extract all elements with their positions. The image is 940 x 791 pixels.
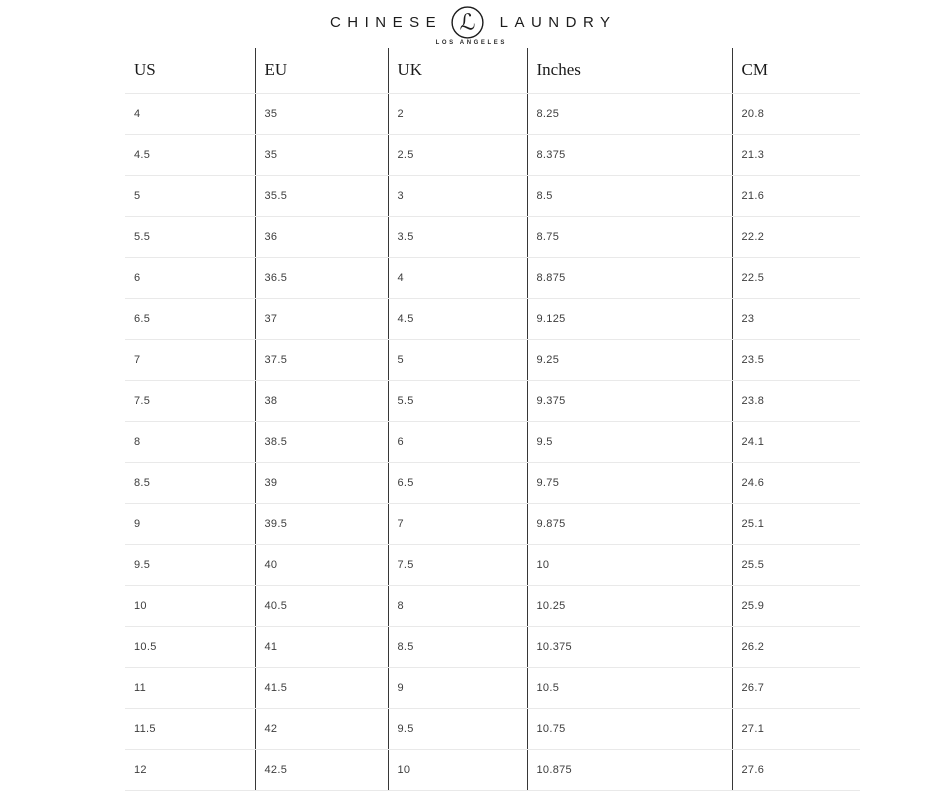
table-cell: 6.5	[388, 462, 527, 503]
table-cell: 42.5	[255, 749, 388, 790]
table-cell: 23	[732, 298, 860, 339]
table-cell: 21.6	[732, 175, 860, 216]
table-cell: 23.5	[732, 339, 860, 380]
table-cell: 8.75	[527, 216, 732, 257]
table-cell: 35	[255, 134, 388, 175]
table-cell: 5.5	[388, 380, 527, 421]
table-row	[125, 503, 860, 544]
table-row	[125, 93, 860, 134]
column-header-us: US	[125, 48, 255, 93]
table-row	[125, 134, 860, 175]
table-cell: 8.875	[527, 257, 732, 298]
table-cell: 3	[388, 175, 527, 216]
table-cell: 40	[255, 544, 388, 585]
table-cell: 9.875	[527, 503, 732, 544]
table-cell: 20.8	[732, 93, 860, 134]
table-cell: 23.8	[732, 380, 860, 421]
table-cell: 7	[125, 339, 255, 380]
table-cell: 8	[388, 585, 527, 626]
table-cell: 10	[388, 749, 527, 790]
table-cell: 3.5	[388, 216, 527, 257]
table-row	[125, 708, 860, 749]
table-cell: 10.25	[527, 585, 732, 626]
table-cell: 35	[255, 93, 388, 134]
table-cell: 6.5	[125, 298, 255, 339]
brand-logo	[0, 6, 940, 46]
brand-name-chinese: CHINESE	[329, 14, 443, 31]
table-cell: 9.5	[388, 708, 527, 749]
table-cell: 4.5	[125, 134, 255, 175]
column-header-cm: CM	[732, 48, 860, 93]
table-cell: 24.1	[732, 421, 860, 462]
size-chart-table	[125, 48, 860, 791]
table-cell: 9.125	[527, 298, 732, 339]
table-row	[125, 667, 860, 708]
table-cell: 42	[255, 708, 388, 749]
table-row	[125, 257, 860, 298]
table-cell: 7.5	[388, 544, 527, 585]
table-cell: 9.375	[527, 380, 732, 421]
table-cell: 9.75	[527, 462, 732, 503]
table-row	[125, 380, 860, 421]
table-cell: 5	[125, 175, 255, 216]
table-cell: 8.5	[527, 175, 732, 216]
table-cell: 8.5	[125, 462, 255, 503]
table-row	[125, 298, 860, 339]
table-cell: 2	[388, 93, 527, 134]
table-cell: 24.6	[732, 462, 860, 503]
table-cell: 10	[527, 544, 732, 585]
table-cell: 25.5	[732, 544, 860, 585]
table-cell: 8.25	[527, 93, 732, 134]
column-header-uk: UK	[388, 48, 527, 93]
column-header-eu: EU	[255, 48, 388, 93]
table-cell: 6	[388, 421, 527, 462]
table-cell: 5.5	[125, 216, 255, 257]
table-cell: 5	[388, 339, 527, 380]
table-row	[125, 749, 860, 790]
table-cell: 8.5	[388, 626, 527, 667]
brand-subtitle: LOS ANGELES	[435, 40, 507, 46]
table-cell: 36.5	[255, 257, 388, 298]
table-row	[125, 462, 860, 503]
column-header-inches: Inches	[527, 48, 732, 93]
table-cell: 9.5	[125, 544, 255, 585]
table-cell: 10	[125, 585, 255, 626]
table-cell: 27.1	[732, 708, 860, 749]
table-cell: 27.6	[732, 749, 860, 790]
table-cell: 7.5	[125, 380, 255, 421]
table-row	[125, 585, 860, 626]
table-cell: 39.5	[255, 503, 388, 544]
brand-monogram-icon	[451, 6, 484, 39]
table-cell: 4.5	[388, 298, 527, 339]
table-cell: 25.9	[732, 585, 860, 626]
table-cell: 7	[388, 503, 527, 544]
table-cell: 35.5	[255, 175, 388, 216]
table-cell: 11.5	[125, 708, 255, 749]
brand-name-laundry: LAUNDRY	[499, 14, 617, 31]
table-cell: 22.5	[732, 257, 860, 298]
table-cell: 10.375	[527, 626, 732, 667]
table-cell: 10.875	[527, 749, 732, 790]
header-row	[125, 48, 860, 93]
table-cell: 38	[255, 380, 388, 421]
table-cell: 21.3	[732, 134, 860, 175]
table-row	[125, 544, 860, 585]
table-cell: 41.5	[255, 667, 388, 708]
table-cell: 39	[255, 462, 388, 503]
table-cell: 2.5	[388, 134, 527, 175]
table-cell: 6	[125, 257, 255, 298]
table-row	[125, 421, 860, 462]
table-cell: 10.5	[527, 667, 732, 708]
table-row	[125, 216, 860, 257]
table-cell: 9	[388, 667, 527, 708]
table-row	[125, 339, 860, 380]
table-cell: 37	[255, 298, 388, 339]
table-cell: 9.25	[527, 339, 732, 380]
table-cell: 41	[255, 626, 388, 667]
table-cell: 4	[388, 257, 527, 298]
table-cell: 37.5	[255, 339, 388, 380]
table-cell: 10.75	[527, 708, 732, 749]
table-cell: 38.5	[255, 421, 388, 462]
table-cell: 22.2	[732, 216, 860, 257]
table-cell: 40.5	[255, 585, 388, 626]
table-cell: 10.5	[125, 626, 255, 667]
table-cell: 26.7	[732, 667, 860, 708]
table-cell: 26.2	[732, 626, 860, 667]
table-cell: 4	[125, 93, 255, 134]
table-cell: 11	[125, 667, 255, 708]
table-cell: 12	[125, 749, 255, 790]
table-cell: 25.1	[732, 503, 860, 544]
table-cell: 36	[255, 216, 388, 257]
table-cell: 9	[125, 503, 255, 544]
brand-logo-line	[323, 6, 616, 39]
table-cell: 9.5	[527, 421, 732, 462]
table-cell: 8.375	[527, 134, 732, 175]
table-row	[125, 626, 860, 667]
table-cell: 8	[125, 421, 255, 462]
table-row	[125, 175, 860, 216]
brand-monogram-letter: ℒ	[459, 10, 476, 36]
